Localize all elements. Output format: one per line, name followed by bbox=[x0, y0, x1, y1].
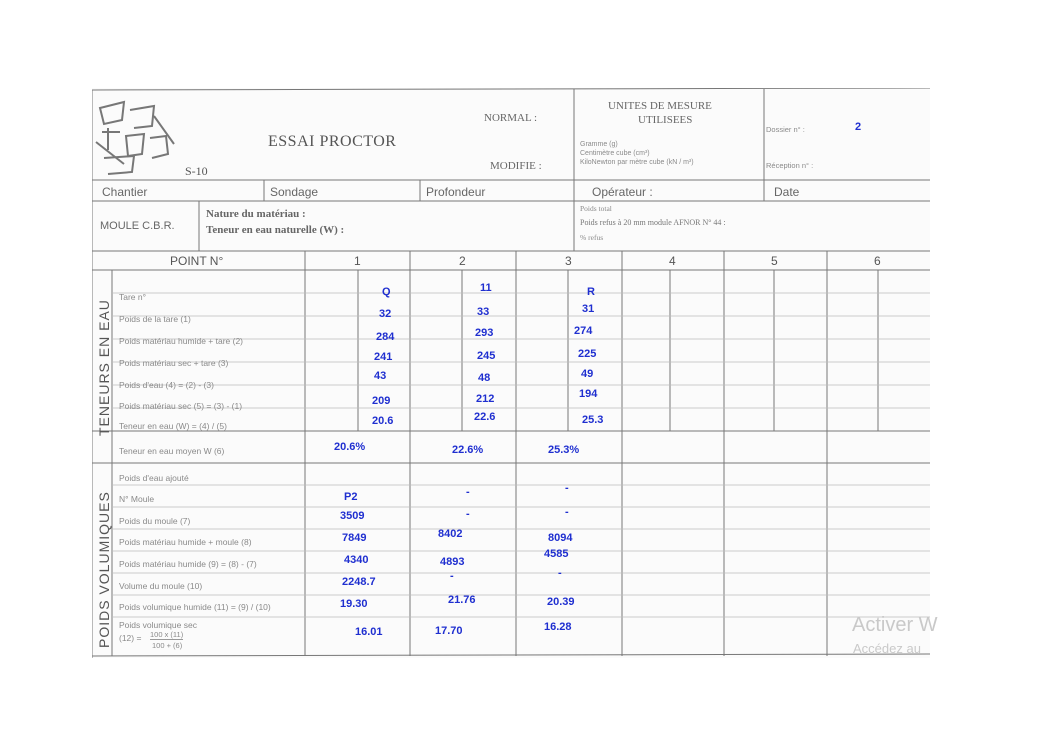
row-label-tare: Tare n° bbox=[119, 292, 147, 302]
cell-poids-sec-p3: 194 bbox=[579, 388, 598, 400]
unit-gramme: Gramme (g) bbox=[580, 141, 618, 148]
row-label-num-moule: N° Moule bbox=[119, 494, 155, 504]
chantier-label: Chantier bbox=[102, 185, 148, 199]
point-2-header: 2 bbox=[459, 254, 466, 268]
form-grid-lines bbox=[92, 88, 930, 658]
nature-label: Nature du matériau : bbox=[206, 208, 306, 220]
activation-watermark-subtitle: Accédez au bbox=[853, 641, 921, 656]
formula-prefix: (12) = bbox=[119, 633, 142, 643]
row-label-poids-humide: Poids matériau humide (9) = (8) - (7) bbox=[119, 559, 257, 569]
cell-poids-tare-p1: 32 bbox=[379, 308, 392, 320]
cell-poids-tare-p3: 31 bbox=[582, 303, 595, 315]
poids-total-label: Poids total bbox=[580, 204, 612, 213]
cell-pv-sec-p3: 16.28 bbox=[544, 621, 572, 633]
moule-cbr-label: MOULE C.B.R. bbox=[100, 220, 175, 232]
units-title-1: UNITES DE MESURE bbox=[608, 100, 712, 112]
point-header: POINT N° bbox=[170, 254, 224, 268]
cell-poids-humide-p1: 4340 bbox=[344, 554, 369, 566]
section-teneurs-en-eau: TENEURS EN EAU bbox=[96, 299, 112, 436]
point-6-header: 6 bbox=[874, 254, 881, 268]
cell-humide-tare-p1: 284 bbox=[376, 331, 395, 343]
section-poids-volumiques: POIDS VOLUMIQUES bbox=[96, 491, 112, 648]
company-logo bbox=[94, 98, 180, 176]
cell-num-moule-p2: - bbox=[466, 486, 470, 498]
cell-poids-moule-p1: 3509 bbox=[340, 510, 365, 522]
units-title-2: UTILISEES bbox=[638, 114, 693, 126]
row-label-teneur-moyen: Teneur en eau moyen W (6) bbox=[119, 446, 225, 456]
cell-humide-moule-p3: 8094 bbox=[548, 532, 573, 544]
point-3-header: 3 bbox=[565, 254, 572, 268]
teneur-naturelle-label: Teneur en eau naturelle (W) : bbox=[206, 224, 345, 236]
date-label: Date bbox=[774, 185, 800, 199]
row-label-humide-moule: Poids matériau humide + moule (8) bbox=[119, 537, 252, 547]
cell-num-moule-p1: P2 bbox=[344, 491, 358, 503]
row-label-pv-humide: Poids volumique humide (11) = (9) / (10) bbox=[119, 602, 271, 612]
row-label-poids-moule: Poids du moule (7) bbox=[119, 516, 191, 526]
normal-label: NORMAL : bbox=[484, 112, 538, 124]
cell-moyen-p1: 20.6% bbox=[334, 441, 366, 453]
cell-pv-humide-p2: 21.76 bbox=[448, 594, 476, 606]
poids-refus-label: Poids refus à 20 mm module AFNOR N° 44 : bbox=[580, 218, 726, 227]
profondeur-label: Profondeur bbox=[426, 185, 486, 199]
cell-sec-tare-p1: 241 bbox=[374, 351, 393, 363]
cell-moyen-p2: 22.6% bbox=[452, 444, 484, 456]
sondage-label: Sondage bbox=[270, 185, 319, 199]
cell-poids-moule-p3: - bbox=[565, 506, 569, 518]
point-4-header: 4 bbox=[669, 254, 676, 268]
cell-teneur-eau-p1: 20.6 bbox=[372, 415, 394, 427]
cell-moyen-p3: 25.3% bbox=[548, 444, 580, 456]
cell-humide-moule-p1: 7849 bbox=[342, 532, 367, 544]
form-title: ESSAI PROCTOR bbox=[268, 133, 397, 150]
row-label-teneur-eau: Teneur en eau (W) = (4) / (5) bbox=[119, 421, 227, 431]
row-label-poids-sec: Poids matériau sec (5) = (3) - (1) bbox=[119, 401, 243, 411]
cell-poids-sec-p1: 209 bbox=[372, 395, 391, 407]
point-1-header: 1 bbox=[354, 254, 361, 268]
cell-tare-p2: 11 bbox=[480, 282, 492, 294]
cell-pv-sec-p2: 17.70 bbox=[435, 625, 463, 637]
pct-refus-label: % refus bbox=[580, 233, 604, 242]
cell-volume-moule-p2: - bbox=[450, 570, 454, 582]
row-label-pv-sec: Poids volumique sec bbox=[119, 620, 197, 630]
row-label-poids-tare: Poids de la tare (1) bbox=[119, 314, 191, 324]
row-label-volume-moule: Volume du moule (10) bbox=[119, 581, 203, 591]
cell-volume-moule-p1: 2248.7 bbox=[342, 576, 376, 588]
cell-humide-tare-p2: 293 bbox=[475, 327, 494, 339]
cell-humide-tare-p3: 274 bbox=[574, 325, 593, 337]
operateur-label: Opérateur : bbox=[592, 185, 653, 199]
cell-humide-moule-p2: 8402 bbox=[438, 528, 463, 540]
dossier-label: Dossier n° : bbox=[766, 125, 805, 134]
cell-tare-p3: R bbox=[587, 286, 595, 298]
unit-cm3: Centimètre cube (cm³) bbox=[580, 150, 650, 157]
cell-pv-humide-p3: 20.39 bbox=[547, 596, 575, 608]
unit-kn-m3: KiloNewton par mètre cube (kN / m³) bbox=[580, 159, 694, 166]
modifie-label: MODIFIE : bbox=[490, 160, 542, 172]
cell-pv-sec-p1: 16.01 bbox=[355, 626, 383, 638]
cell-poids-moule-p2: - bbox=[466, 508, 470, 520]
point-5-header: 5 bbox=[771, 254, 778, 268]
cell-num-moule-p3: - bbox=[565, 482, 569, 494]
cell-poids-sec-p2: 212 bbox=[476, 393, 495, 405]
cell-poids-eau-p1: 43 bbox=[374, 370, 387, 382]
cell-volume-moule-p3: - bbox=[558, 567, 562, 579]
row-label-sec-tare: Poids matériau sec + tare (3) bbox=[119, 358, 229, 368]
row-label-poids-eau: Poids d'eau (4) = (2) - (3) bbox=[119, 380, 214, 390]
activation-watermark-title: Activer W bbox=[852, 614, 938, 636]
reception-label: Réception n° : bbox=[766, 161, 814, 170]
cell-poids-humide-p2: 4893 bbox=[440, 556, 465, 568]
cell-teneur-eau-p3: 25.3 bbox=[582, 414, 604, 426]
cell-poids-eau-p2: 48 bbox=[478, 372, 491, 384]
form-code: S-10 bbox=[185, 164, 208, 178]
cell-poids-tare-p2: 33 bbox=[477, 306, 490, 318]
formula-denominator: 100 + (6) bbox=[152, 641, 183, 650]
cell-poids-eau-p3: 49 bbox=[581, 368, 594, 380]
row-label-humide-tare: Poids matériau humide + tare (2) bbox=[119, 336, 244, 346]
proctor-form-sheet bbox=[92, 88, 930, 658]
cell-poids-humide-p3: 4585 bbox=[544, 548, 569, 560]
dossier-value: 2 bbox=[855, 121, 862, 133]
cell-sec-tare-p2: 245 bbox=[477, 350, 496, 362]
formula-numerator: 100 x (11) bbox=[150, 630, 184, 639]
cell-tare-p1: Q bbox=[382, 286, 391, 298]
cell-teneur-eau-p2: 22.6 bbox=[474, 411, 496, 423]
cell-sec-tare-p3: 225 bbox=[578, 348, 597, 360]
row-label-eau-ajoute: Poids d'eau ajouté bbox=[119, 473, 189, 483]
cell-pv-humide-p1: 19.30 bbox=[340, 598, 368, 610]
